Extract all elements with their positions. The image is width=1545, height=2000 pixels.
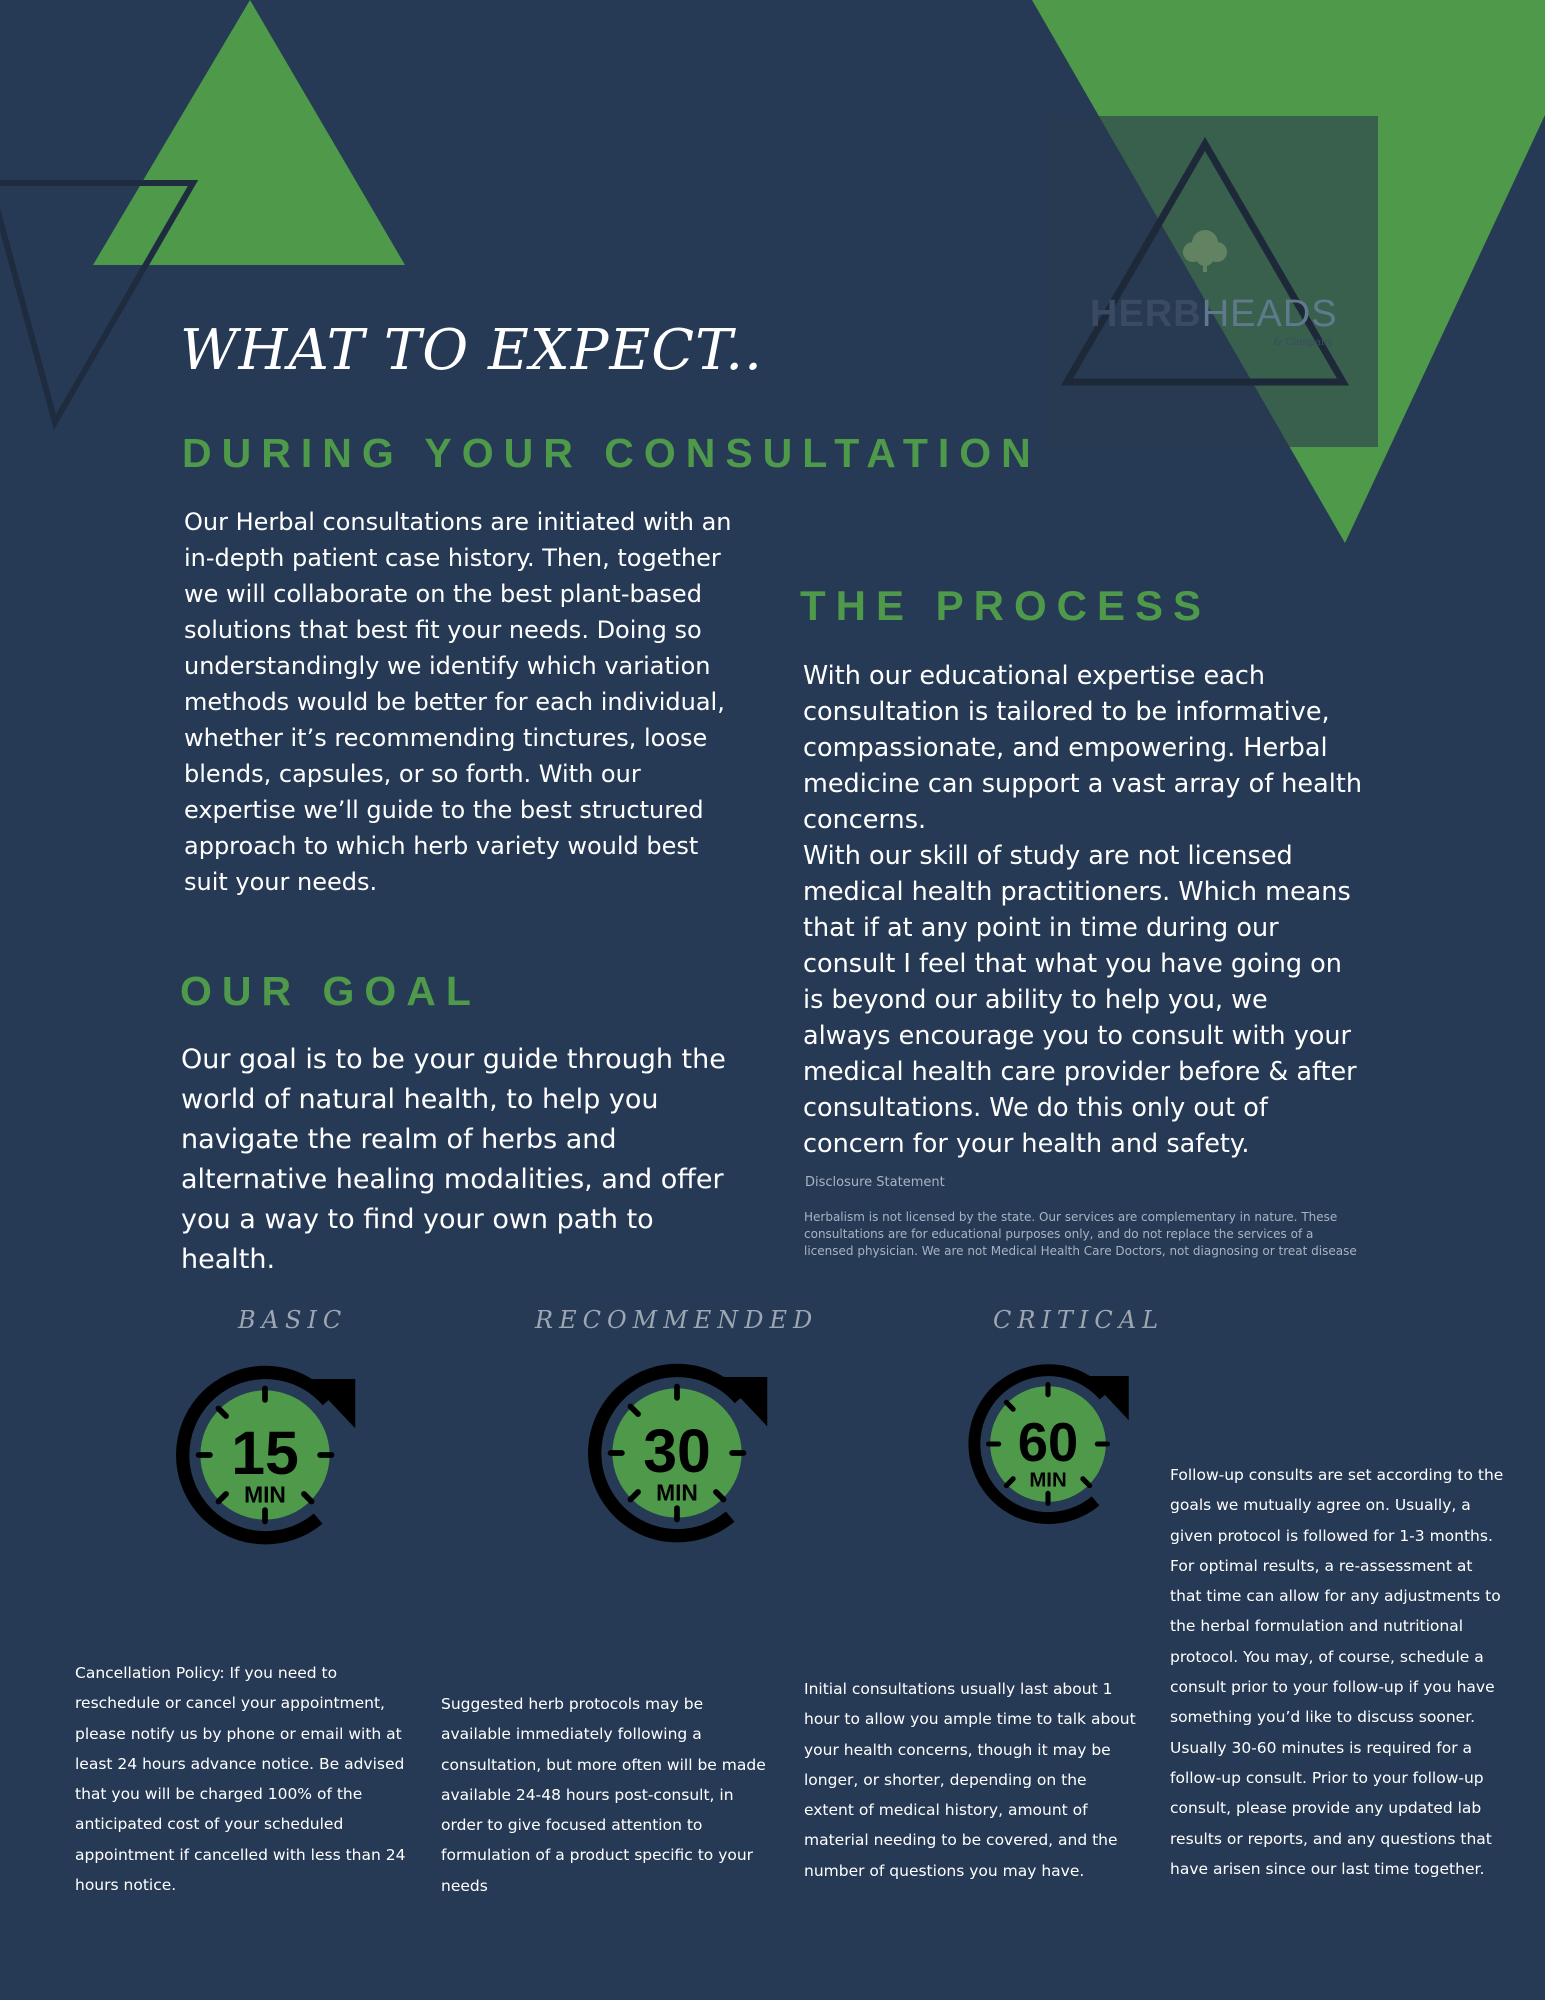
tier-critical-label: CRITICAL <box>993 1306 1165 1334</box>
timer-critical-unit: MIN <box>1029 1469 1067 1492</box>
logo <box>1046 116 1378 447</box>
process-text: With our educational expertise each consultation is tailored to be informative, compassionate, and empowering. Herbal medicine can support a vast array of health concerns. With our skill of study are not licensed medical health practitioners. Which means that if at any point in time during our consult I feel that what you have going on is beyond our ability to help you, we always encourage you to consult with your medical health care provider before & after consultations. We do this only out of concern for your health and safety. <box>803 661 1362 1159</box>
logo-word-heads: HEADS <box>1201 293 1338 335</box>
during-consultation-text: Our Herbal consultations are initiated with an in-depth patient case history. Then, together we will collaborate on the best plant-based solutions that best fit your needs. Doing so understandingly we identify which variation methods would be better for each individual, whether it’s recommending tinctures, loose blends, capsules, or so forth. With our expertise we’ll guide to the best structured approach to which herb variety would best suit your needs. <box>184 508 732 896</box>
disclosure-title: Disclosure Statement <box>805 1175 945 1190</box>
process-heading: THE PROCESS <box>800 582 1212 629</box>
svg-text:HERBHEADS <box>1090 293 1338 335</box>
timer-recommended-unit: MIN <box>656 1479 698 1506</box>
timer-recommended-minutes: 30 <box>643 1417 711 1485</box>
timer-critical-minutes: 60 <box>1017 1412 1079 1473</box>
suggested-protocols-text: Suggested herb protocols may be available immediately following a consultation, but more often will be made available 24-48 hours post-consult, in order to give focused attention to formulation of a product specific to your needs <box>441 1695 766 1895</box>
page-title: WHAT TO EXPECT.. <box>180 318 763 383</box>
tier-recommended-label: RECOMMENDED <box>535 1306 819 1334</box>
logo-tagline: & Company <box>1273 337 1333 348</box>
during-consultation-heading: DURING YOUR CONSULTATION <box>182 430 1041 476</box>
timer-basic-minutes: 15 <box>231 1419 299 1487</box>
logo-word-herb: HERB <box>1090 293 1202 335</box>
initial-consultation-text: Initial consultations usually last about 1 hour to allow you ample time to talk about your health concerns, though it may be longer, or shorter, depending on the extent of medical history, amount of material needing to be covered, and the number of questions you may have. <box>804 1680 1136 1880</box>
follow-up-consult-text: Follow-up consults are set according to the goals we mutually agree on. Usually, a given protocol is followed for 1-3 months. For optimal results, a re-assessment at that time can allow for any adjustments to the herbal formulation and nutritional protocol. You may, of course, schedule a consult prior to your follow-up if you have something you’d like to discuss sooner. Usually 30-60 minutes is required for a follow-up consult. Prior to your follow-up consult, please provide any updated lab results or reports, and any questions that have arisen since our last time together. <box>1170 1466 1504 1878</box>
logo-panel <box>1046 116 1378 447</box>
tier-basic-label: BASIC <box>238 1306 348 1334</box>
green-triangle-left <box>93 0 405 265</box>
disclosure-text: Herbalism is not licensed by the state. Our services are complementary in nature. These consultations are for educational purposes only, and do not replace the services of a licensed physician. We are not Medical Health Care Doctors, not diagnosing or treat disease <box>804 1210 1357 1258</box>
timer-icon <box>963 1354 1133 1534</box>
timer-basic-unit: MIN <box>244 1481 286 1508</box>
timer-icon <box>582 1352 772 1554</box>
timer-icon <box>170 1354 360 1556</box>
cancellation-policy-text: Cancellation Policy: If you need to reschedule or cancel your appointment, please notify us by phone or email with at least 24 hours advance notice. Be advised that you will be charged 100% of the anticipated cost of your scheduled appointment if cancelled with less than 24 hours notice. <box>75 1664 406 1895</box>
our-goal-heading: OUR GOAL <box>180 968 481 1014</box>
our-goal-text: Our goal is to be your guide through the world of natural health, to help you navigate the realm of herbs and alternative healing modalities, and offer you a way to find your own path to health. <box>181 1044 726 1275</box>
